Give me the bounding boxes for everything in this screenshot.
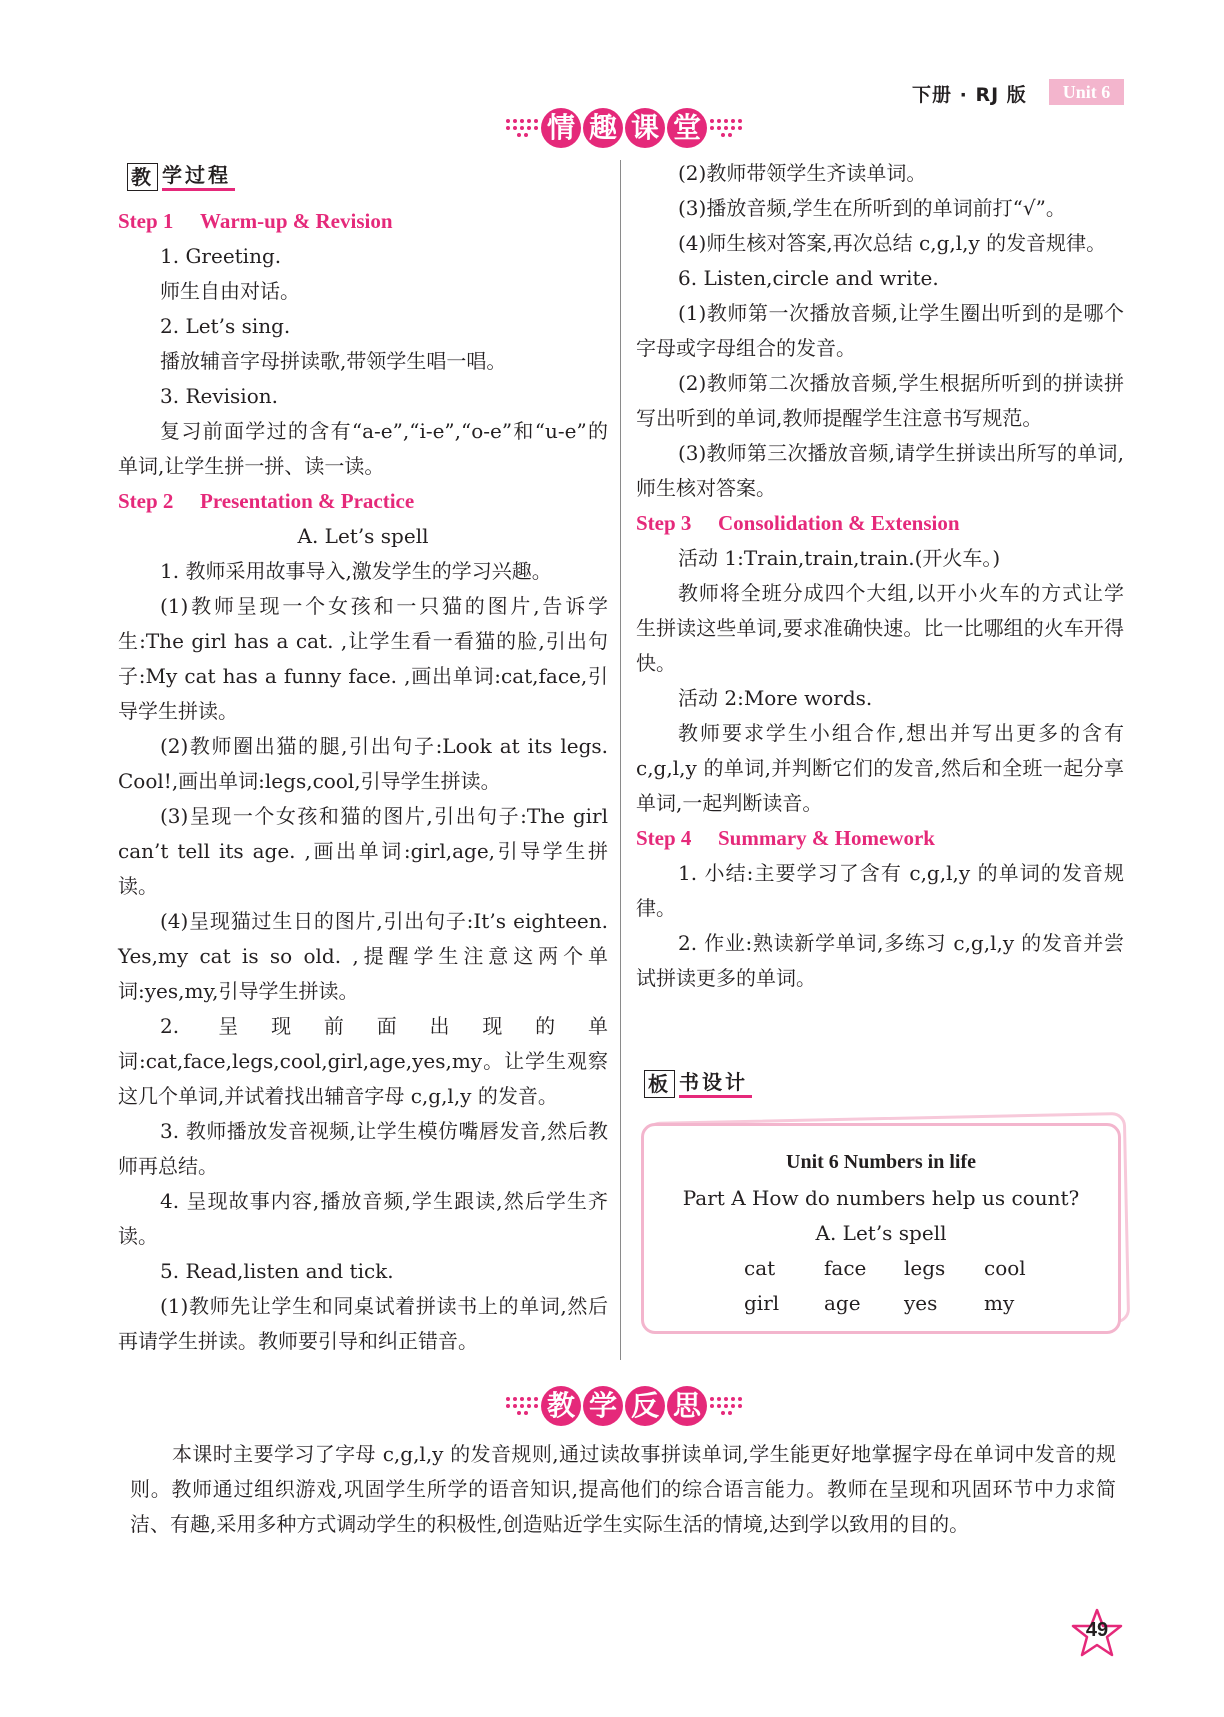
decorative-dots-left: [504, 115, 540, 141]
subheading-first-char: 板: [644, 1070, 675, 1098]
book-edition-label: 下册 · RJ 版: [912, 84, 1027, 106]
page-number: 49: [1085, 1619, 1109, 1641]
title-char: 思: [667, 1386, 707, 1426]
board-word-row: [744, 1291, 1064, 1315]
title-char: 课: [625, 108, 665, 148]
board-title: Unit 6 Numbers in life: [786, 1151, 976, 1173]
paragraph: 6. Listen,circle and write.: [678, 266, 939, 290]
section-title-reflection: [504, 1386, 744, 1426]
paragraph: 2. Let’s sing.: [160, 314, 291, 338]
paragraph: 活动 1:Train,train,train.(开火车。): [678, 546, 1001, 570]
title-char: 堂: [667, 108, 707, 148]
paragraph: 2. 作业:熟读新学单词,多练习 c,g,l,y 的发音并尝试拼读更多的单词。: [636, 931, 1124, 990]
paragraph: 5. Read,listen and tick.: [160, 1259, 394, 1283]
paragraph: (3)呈现一个女孩和猫的图片,引出句子:The girl can’t tell its age. ,画出单词:girl,age,引导学生拼读。: [118, 804, 608, 898]
subheading-first-char: 教: [127, 163, 158, 191]
board-design-box: [641, 1123, 1121, 1334]
reflection-paragraph: 本课时主要学习了字母 c,g,l,y 的发音规则,通过读故事拼读单词,学生能更好地掌握字母在单词中发音的规则。教师通过组织游戏,巩固学生所学的语音知识,提高他们的综合语言能力。教师在呈现和巩固环节中力求简洁、有趣,采用多种方式调动学生的积极性,创造贴近学生实际生活的情境,达到学以致用的目的。: [130, 1442, 1116, 1536]
step-heading: Step 2 Presentation & Practice: [118, 489, 415, 513]
paragraph: 播放辅音字母拼读歌,带领学生唱一唱。: [160, 349, 507, 373]
board-word: yes: [904, 1291, 938, 1315]
board-word: my: [984, 1291, 1015, 1315]
step-heading: Step 1 Warm-up & Revision: [118, 209, 393, 233]
subheading-board-design: [644, 1069, 752, 1098]
paragraph: (3)播放音频,学生在所听到的单词前打“√”。: [678, 196, 1066, 220]
paragraph: 1. 教师采用故事导入,激发学生的学习兴趣。: [160, 559, 552, 583]
left-column: [118, 204, 608, 1359]
board-word: age: [824, 1291, 861, 1315]
paragraph: 3. 教师播放发音视频,让学生模仿嘴唇发音,然后教师再总结。: [118, 1119, 608, 1178]
decorative-dots-right: [708, 115, 744, 141]
paragraph: 4. 呈现故事内容,播放音频,学生跟读,然后学生齐读。: [118, 1189, 608, 1248]
board-word: girl: [744, 1291, 780, 1315]
paragraph: 1. Greeting.: [160, 244, 282, 268]
paragraph: (1)教师第一次播放音频,让学生圈出听到的是哪个字母或字母组合的发音。: [636, 301, 1124, 360]
decorative-dots-left: [504, 1393, 540, 1419]
subheading-rest: 学过程: [162, 162, 235, 191]
paragraph: (4)呈现猫过生日的图片,引出句子:It’s eighteen. Yes,my cat is so old. ,提醒学生注意这两个单词:yes,my,引导学生拼读。: [118, 909, 608, 1003]
column-divider: [620, 160, 621, 1360]
board-part: Part A How do numbers help us count?: [682, 1186, 1080, 1210]
paragraph: 3. Revision.: [160, 384, 278, 408]
title-char: 趣: [583, 108, 623, 148]
paragraph: 师生自由对话。: [160, 279, 300, 303]
paragraph: (2)教师带领学生齐读单词。: [678, 161, 927, 185]
right-column: [636, 156, 1124, 996]
title-char: 反: [625, 1386, 665, 1426]
paragraph: (2)教师圈出猫的腿,引出句子:Look at its legs. Cool!,画出单词:legs,cool,引导学生拼读。: [118, 734, 608, 793]
subheading-rest: 书设计: [679, 1069, 752, 1098]
paragraph: (1)教师先让学生和同桌试着拼读书上的单词,然后再请学生拼读。教师要引导和纠正错音。: [118, 1294, 608, 1353]
decorative-dots-right: [708, 1393, 744, 1419]
paragraph: (3)教师第三次播放音频,请学生拼读出所写的单词,师生核对答案。: [636, 441, 1124, 500]
board-word: cat: [744, 1256, 776, 1280]
board-word: cool: [984, 1256, 1026, 1280]
subheading-teaching-process: [127, 162, 235, 191]
unit-badge: Unit 6: [1049, 79, 1124, 105]
board-word: face: [824, 1256, 867, 1280]
paragraph: (1)教师呈现一个女孩和一只猫的图片,告诉学生:The girl has a cat. ,让学生看一看猫的脸,引出句子:My cat has a funny face. ,画出单词:cat,face,引导学生拼读。: [118, 594, 608, 723]
paragraph: 复习前面学过的含有“a-e”,“i-e”,“o-e”和“u-e”的单词,让学生拼一拼、读一读。: [118, 419, 608, 478]
board-word: legs: [904, 1256, 946, 1280]
centered-label: A. Let’s spell: [297, 524, 429, 548]
paragraph: 2. 呈现前面出现的单词:cat,face,legs,cool,girl,age,yes,my。让学生观察这几个单词,并试着找出辅音字母 c,g,l,y 的发音。: [118, 1014, 608, 1108]
paragraph: (2)教师第二次播放音频,学生根据所听到的拼读拼写出听到的单词,教师提醒学生注意书写规范。: [636, 371, 1124, 430]
paragraph: 1. 小结:主要学习了含有 c,g,l,y 的单词的发音规律。: [636, 861, 1124, 920]
title-char: 学: [583, 1386, 623, 1426]
paragraph: (4)师生核对答案,再次总结 c,g,l,y 的发音规律。: [678, 231, 1107, 255]
title-char: 情: [541, 108, 581, 148]
board-word-row: [744, 1256, 1064, 1280]
paragraph: 活动 2:More words.: [678, 686, 873, 710]
board-spell: A. Let’s spell: [815, 1221, 947, 1245]
title-char: 教: [541, 1386, 581, 1426]
paragraph: 教师要求学生小组合作,想出并写出更多的含有 c,g,l,y 的单词,并判断它们的发音,然后和全班一起分享单词,一起判断读音。: [636, 721, 1124, 815]
section-title-fun-class: [504, 108, 744, 148]
step-heading: Step 4 Summary & Homework: [636, 826, 935, 850]
step-heading: Step 3 Consolidation & Extension: [636, 511, 960, 535]
paragraph: 教师将全班分成四个大组,以开小火车的方式让学生拼读这些单词,要求准确快速。比一比哪组的火车开得快。: [636, 581, 1124, 675]
